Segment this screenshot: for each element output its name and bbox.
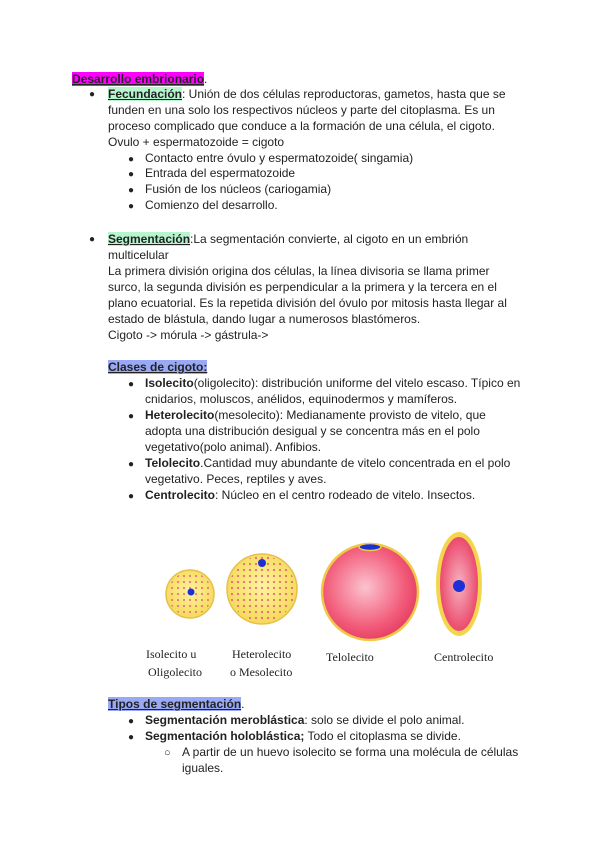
fecundacion-line1: Fecundación: Unión de dos células reproductoras, gametos, hasta que se — [108, 87, 506, 101]
bullet-icon: ● — [128, 732, 135, 743]
circle-bullet-icon: ○ — [164, 747, 171, 759]
segmentacion-line7: Cigoto -> mórula -> gástrula-> — [108, 328, 269, 342]
bullet-icon: ● — [89, 89, 96, 100]
caption-centrolecito: Centrolecito — [434, 650, 494, 664]
caption-isolecito-2: Oligolecito — [148, 665, 202, 679]
list-item-continued: cnidarios, moluscos, anélidos, equinodermos y mamíferos. — [145, 392, 458, 406]
tipos-heading: Tipos de segmentación. — [108, 697, 245, 711]
list-item: Comienzo del desarrollo. — [145, 198, 278, 212]
bullet-icon: ● — [128, 411, 135, 422]
bullet-icon: ● — [128, 154, 135, 165]
bullet-icon: ● — [128, 459, 135, 470]
segmentacion-line3: La primera división origina dos células, la línea divisoria se llama primer — [108, 264, 490, 278]
fecundacion-term: Fecundación — [108, 87, 183, 101]
title-suffix: . — [204, 72, 208, 86]
segmentacion-line2: multicelular — [108, 248, 169, 262]
fecundacion-line4: Ovulo + espermatozoide = cigoto — [108, 135, 285, 149]
bullet-icon: ● — [128, 716, 135, 727]
bullet-icon: ● — [128, 185, 135, 196]
title-text: Desarrollo embrionario — [72, 72, 205, 86]
segmentacion-line1: Segmentación:La segmentación convierte, al cigoto en un embrión — [108, 232, 469, 246]
sub-list-item-continued: iguales. — [182, 761, 224, 775]
cigoto-types-figure — [140, 526, 494, 686]
caption-heterolecito-1: Heterolecito — [232, 647, 292, 661]
bullet-icon: ● — [128, 491, 135, 502]
list-item: Segmentación meroblástica: solo se divide el polo animal. — [145, 713, 465, 727]
isolecito-cell — [166, 570, 214, 618]
list-item: Telolecito.Cantidad muy abundante de vitelo concentrada en el polo — [145, 456, 511, 470]
list-item-continued: vegetativo(polo animal). Anfibios. — [145, 440, 322, 454]
fecundacion-line2: funden en una solo los respectivos núcleos y parte del citoplasma. Es un — [108, 103, 495, 117]
bullet-icon: ● — [128, 201, 135, 212]
centrolecito-cell — [436, 532, 482, 636]
segmentacion-line4: surco, la segunda división es perpendicular a la primera y la tercera en el — [108, 280, 497, 294]
caption-telolecito: Telolecito — [326, 650, 374, 664]
list-item: Entrada del espermatozoide — [145, 166, 296, 180]
segmentacion-line6: estado de blástula, dando lugar a numerosos blastómeros. — [108, 312, 421, 326]
section-title — [72, 72, 207, 86]
bullet-icon: ● — [89, 234, 96, 245]
clases-heading: Clases de cigoto: — [108, 360, 208, 374]
list-item: Segmentación holoblástica; Todo el citoplasma se divide. — [145, 729, 461, 743]
list-item: Fusión de los núcleos (cariogamia) — [145, 182, 332, 196]
telolecito-cell — [322, 544, 418, 641]
heterolecito-cell — [227, 554, 297, 624]
sub-list-item: A partir de un huevo isolecito se forma una molécula de células — [182, 745, 519, 759]
list-item: Centrolecito: Núcleo en el centro rodeado de vitelo. Insectos. — [145, 488, 476, 502]
segmentacion-term: Segmentación — [108, 232, 191, 246]
caption-heterolecito-2: o Mesolecito — [230, 665, 293, 679]
list-item-continued: adopta una distribución desigual y se concentra más en el polo — [145, 424, 480, 438]
fecundacion-line3: proceso complicado que conduce a la formación de una célula, el cigoto. — [108, 119, 495, 133]
list-item-continued: vegetativo. Peces, reptiles y aves. — [145, 472, 327, 486]
list-item: Heterolecito(mesolecito): Medianamente provisto de vitelo, que — [145, 408, 486, 422]
list-item: Isolecito(oligolecito): distribución uniforme del vitelo escaso. Típico en — [145, 376, 521, 390]
segmentacion-line5: plano ecuatorial. Es la repetida división del óvulo por mitosis hasta llegar al — [108, 296, 507, 310]
list-item: Contacto entre óvulo y espermatozoide( singamia) — [145, 151, 414, 165]
bullet-icon: ● — [128, 169, 135, 180]
caption-isolecito-1: Isolecito u — [146, 647, 197, 661]
bullet-icon: ● — [128, 379, 135, 390]
